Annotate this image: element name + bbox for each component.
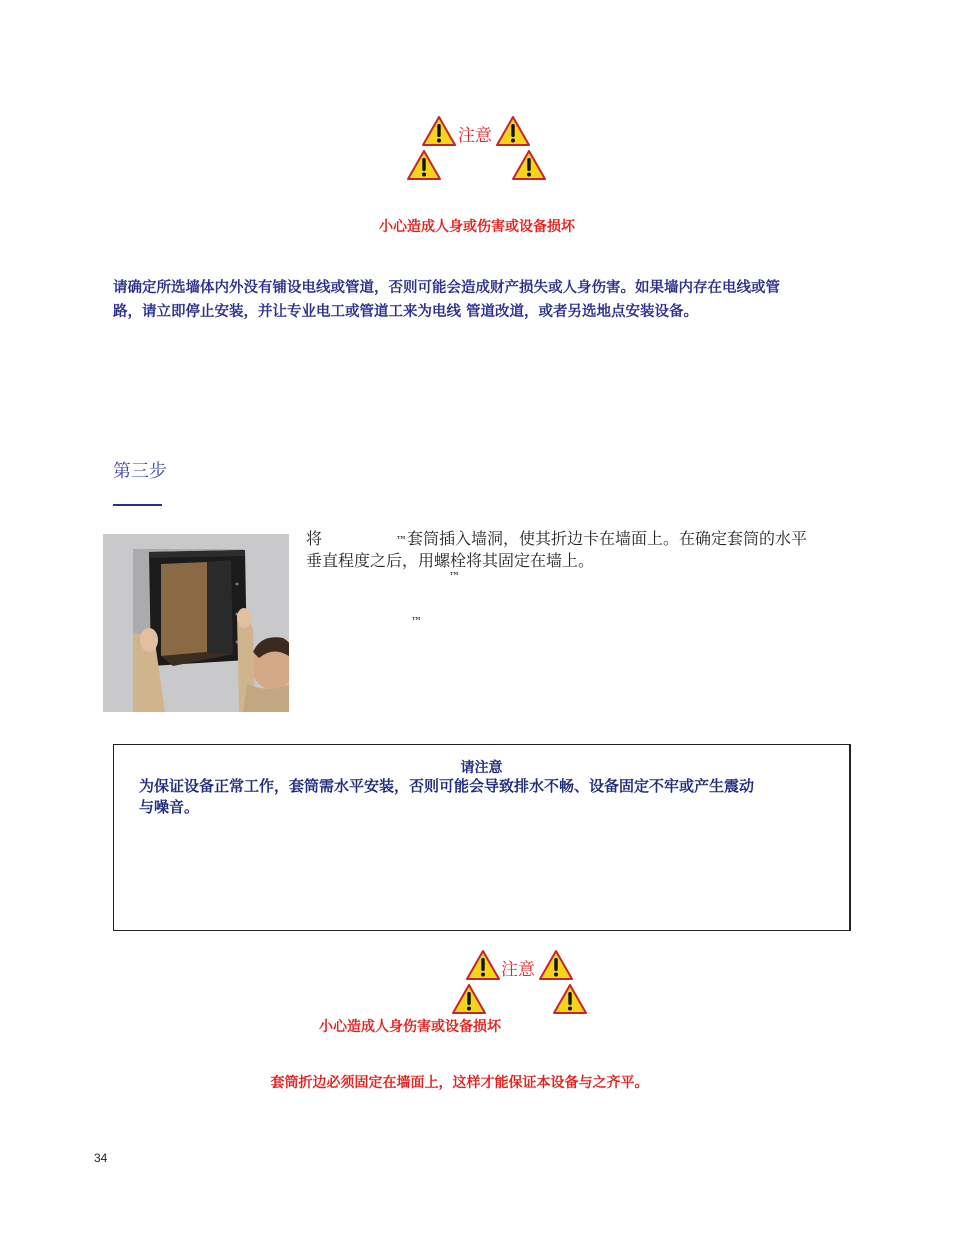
step-title-underline (113, 504, 162, 506)
step-instruction-line-1 (306, 529, 866, 551)
step-instruction-line-2: 垂直程度之后，用螺栓将其固定在墙上。 (306, 551, 595, 570)
warning-triangle-icon (422, 116, 456, 146)
caution-instruction: 套筒折边必须固定在墙面上，这样才能保证本设备与之齐平。 (270, 1075, 649, 1091)
warning-triangle-icon (496, 116, 530, 146)
trademark-symbol: ™ (396, 534, 408, 547)
warning-triangle-icon (553, 984, 587, 1014)
installation-photo (103, 534, 289, 712)
step-title: 第三步 (113, 461, 167, 482)
warning-triangle-icon (466, 950, 500, 980)
warning-triangle-icon (407, 150, 441, 180)
notice-line-1: 为保证设备正常工作，套筒需水平安装，否则可能会导致排水不畅、设备固定不牢或产生震动 (139, 777, 755, 795)
notice-text (139, 776, 829, 818)
step-suffix: 套筒插入墙洞，使其折边卡在墙面上。在确定套筒的水平 (407, 529, 808, 548)
caution-subtitle-text: 小心造成人身伤害或设备损坏 (319, 1019, 501, 1035)
warning-triangle-icon (539, 950, 573, 980)
caution-word: 注意 (458, 126, 492, 146)
step-instruction (306, 529, 866, 571)
warning-triangle-icon (452, 984, 486, 1014)
notice-box (113, 744, 851, 931)
warning-line-2: 路，请立即停止安装，并让专业电工或管道工来为电线 管道改道，或者另选地点安装设备。 (113, 303, 699, 320)
warning-paragraph (113, 276, 853, 324)
trademark-symbol: ™ (411, 615, 422, 628)
page-number: 34 (94, 1151, 108, 1165)
warning-line-1: 请确定所选墙体内外没有铺设电线或管道，否则可能会造成财产损失或人身伤害。如果墙内存在电线或管 (113, 279, 780, 296)
notice-title: 请注意 (460, 760, 503, 776)
caution-subtitle: 小心造成人身或伤害或设备损坏 (379, 219, 575, 235)
notice-line-2: 与噪音。 (139, 798, 200, 816)
caution-word: 注意 (501, 960, 535, 980)
trademark-symbol: ™ (449, 570, 460, 583)
step-prefix: 将 (306, 529, 323, 548)
warning-triangle-icon (512, 150, 546, 180)
caution-subtitle (0, 1016, 954, 1036)
